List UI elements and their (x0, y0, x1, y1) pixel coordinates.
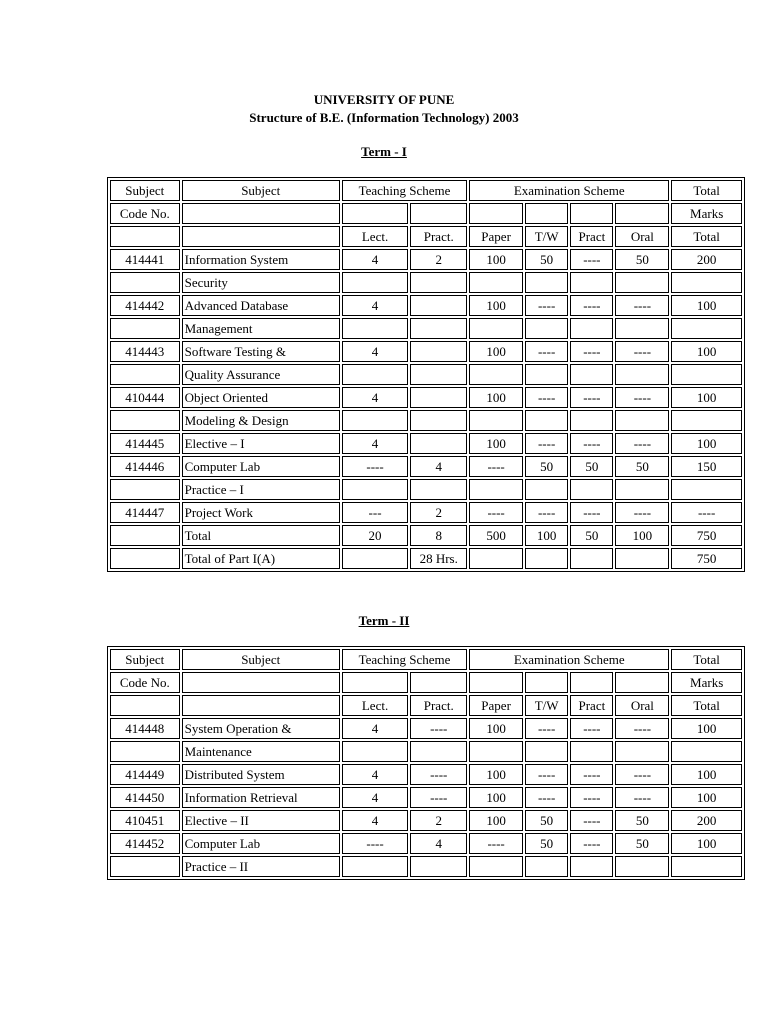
pract-cell (410, 364, 467, 385)
tw-cell: ---- (525, 433, 568, 454)
tw-cell (525, 410, 568, 431)
subject-cell: Software Testing & (182, 341, 340, 362)
header-cell (570, 672, 613, 693)
total-cell: 100 (671, 718, 742, 739)
oral-cell (615, 364, 669, 385)
exam-pract-cell: 50 (570, 456, 613, 477)
paper-cell (469, 479, 523, 500)
paper-cell (469, 548, 523, 569)
paper-cell: ---- (469, 833, 523, 854)
lect-cell (342, 741, 408, 762)
header-cell: Total (671, 695, 742, 716)
header-cell: Oral (615, 226, 669, 247)
pract-cell (410, 479, 467, 500)
code-cell (110, 741, 180, 762)
lect-cell: 4 (342, 341, 408, 362)
total-cell (671, 410, 742, 431)
total-cell: 100 (671, 833, 742, 854)
exam-pract-cell: ---- (570, 787, 613, 808)
paper-cell: 100 (469, 249, 523, 270)
lect-cell: 20 (342, 525, 408, 546)
header-cell: Lect. (342, 226, 408, 247)
tw-cell: 50 (525, 810, 568, 831)
paper-cell: 100 (469, 718, 523, 739)
pract-cell: 2 (410, 810, 467, 831)
pract-cell: 2 (410, 249, 467, 270)
code-cell: 414452 (110, 833, 180, 854)
pract-cell: ---- (410, 764, 467, 785)
header-cell: Oral (615, 695, 669, 716)
tw-cell: ---- (525, 787, 568, 808)
oral-cell: 50 (615, 810, 669, 831)
header-cell (182, 203, 340, 224)
total-cell (671, 856, 742, 877)
oral-cell: 50 (615, 456, 669, 477)
paper-cell (469, 364, 523, 385)
header-cell: Marks (671, 672, 742, 693)
table-row (110, 249, 742, 270)
table-row (110, 456, 742, 477)
header-cell: Examination Scheme (469, 649, 669, 670)
paper-cell: 100 (469, 433, 523, 454)
table-row (110, 364, 742, 385)
lect-cell: 4 (342, 249, 408, 270)
tw-cell: 50 (525, 456, 568, 477)
table-row (110, 856, 742, 877)
total-cell: 100 (671, 787, 742, 808)
tw-cell: ---- (525, 341, 568, 362)
code-cell (110, 318, 180, 339)
oral-cell (615, 410, 669, 431)
total-cell: 750 (671, 548, 742, 569)
tw-cell: ---- (525, 764, 568, 785)
header-row (110, 695, 742, 716)
header-cell: Teaching Scheme (342, 649, 467, 670)
pract-cell: 28 Hrs. (410, 548, 467, 569)
oral-cell: 100 (615, 525, 669, 546)
header-cell: Code No. (110, 203, 180, 224)
total-cell: ---- (671, 502, 742, 523)
paper-cell: 100 (469, 787, 523, 808)
oral-cell: ---- (615, 433, 669, 454)
subject-cell: Project Work (182, 502, 340, 523)
code-cell: 414443 (110, 341, 180, 362)
pract-cell (410, 341, 467, 362)
subject-cell: Elective – II (182, 810, 340, 831)
exam-pract-cell (570, 479, 613, 500)
paper-cell: 100 (469, 295, 523, 316)
tw-cell: 100 (525, 525, 568, 546)
table-row (110, 502, 742, 523)
oral-cell (615, 856, 669, 877)
total-cell: 100 (671, 341, 742, 362)
paper-cell (469, 410, 523, 431)
exam-pract-cell (570, 856, 613, 877)
exam-pract-cell (570, 548, 613, 569)
pract-cell: ---- (410, 718, 467, 739)
header-cell: Code No. (110, 672, 180, 693)
table-row (110, 433, 742, 454)
tw-cell: ---- (525, 387, 568, 408)
exam-pract-cell (570, 318, 613, 339)
table-row (110, 548, 742, 569)
paper-cell (469, 272, 523, 293)
table-row (110, 272, 742, 293)
table-row (110, 410, 742, 431)
header-cell (182, 695, 340, 716)
pract-cell: 8 (410, 525, 467, 546)
oral-cell: ---- (615, 341, 669, 362)
lect-cell: 4 (342, 764, 408, 785)
oral-cell: ---- (615, 787, 669, 808)
total-cell: 150 (671, 456, 742, 477)
lect-cell: 4 (342, 787, 408, 808)
exam-pract-cell: ---- (570, 433, 613, 454)
paper-cell: 100 (469, 810, 523, 831)
code-cell: 410451 (110, 810, 180, 831)
total-cell: 100 (671, 387, 742, 408)
code-cell: 410444 (110, 387, 180, 408)
table-row (110, 833, 742, 854)
total-cell (671, 272, 742, 293)
lect-cell (342, 318, 408, 339)
lect-cell (342, 856, 408, 877)
code-cell: 414448 (110, 718, 180, 739)
pract-cell: 4 (410, 833, 467, 854)
header-cell (469, 672, 523, 693)
oral-cell (615, 548, 669, 569)
header-cell: Subject (110, 649, 180, 670)
pract-cell (410, 410, 467, 431)
total-cell: 100 (671, 433, 742, 454)
header-cell (182, 226, 340, 247)
header-cell: Paper (469, 695, 523, 716)
oral-cell: ---- (615, 295, 669, 316)
oral-cell: ---- (615, 764, 669, 785)
header-row (110, 226, 742, 247)
code-cell: 414446 (110, 456, 180, 477)
exam-pract-cell: ---- (570, 502, 613, 523)
exam-pract-cell: ---- (570, 718, 613, 739)
header-cell (410, 203, 467, 224)
exam-pract-cell: 50 (570, 525, 613, 546)
pract-cell (410, 272, 467, 293)
header-cell (342, 672, 408, 693)
header-cell (469, 203, 523, 224)
oral-cell: ---- (615, 387, 669, 408)
header-row (110, 672, 742, 693)
header-cell: Pract. (410, 226, 467, 247)
table-row (110, 810, 742, 831)
term-2-table (107, 646, 745, 880)
tw-cell: ---- (525, 718, 568, 739)
pract-cell: 2 (410, 502, 467, 523)
subject-cell: Advanced Database (182, 295, 340, 316)
header-cell (342, 203, 408, 224)
subject-cell: Information System (182, 249, 340, 270)
header-cell: Total (671, 649, 742, 670)
paper-cell (469, 318, 523, 339)
header-cell: Total (671, 180, 742, 201)
tw-cell: 50 (525, 249, 568, 270)
exam-pract-cell (570, 410, 613, 431)
subject-cell: Computer Lab (182, 456, 340, 477)
code-cell: 414445 (110, 433, 180, 454)
subject-cell: Security (182, 272, 340, 293)
header-cell: Subject (182, 649, 340, 670)
subject-cell: Total of Part I(A) (182, 548, 340, 569)
code-cell: 414450 (110, 787, 180, 808)
lect-cell (342, 548, 408, 569)
total-cell (671, 364, 742, 385)
tw-cell: ---- (525, 295, 568, 316)
paper-cell: ---- (469, 502, 523, 523)
table-row (110, 295, 742, 316)
lect-cell: 4 (342, 387, 408, 408)
tw-cell: ---- (525, 502, 568, 523)
lect-cell (342, 410, 408, 431)
total-cell: 200 (671, 249, 742, 270)
table-row (110, 387, 742, 408)
header-cell (615, 203, 669, 224)
table-row (110, 479, 742, 500)
tw-cell (525, 318, 568, 339)
header-cell (525, 203, 568, 224)
table-row (110, 341, 742, 362)
pract-cell (410, 433, 467, 454)
oral-cell: 50 (615, 833, 669, 854)
paper-cell (469, 856, 523, 877)
header-cell (525, 672, 568, 693)
lect-cell: 4 (342, 295, 408, 316)
header-cell: Paper (469, 226, 523, 247)
code-cell: 414449 (110, 764, 180, 785)
total-cell (671, 479, 742, 500)
pract-cell: ---- (410, 787, 467, 808)
exam-pract-cell: ---- (570, 295, 613, 316)
subject-cell: Object Oriented (182, 387, 340, 408)
subject-cell: System Operation & (182, 718, 340, 739)
header-cell (182, 672, 340, 693)
term-2-heading: Term - II (358, 613, 410, 628)
subject-cell: Elective – I (182, 433, 340, 454)
paper-cell: 500 (469, 525, 523, 546)
pract-cell (410, 387, 467, 408)
structure-subtitle: Structure of B.E. (Information Technology) 2003 (249, 110, 519, 125)
pract-cell (410, 295, 467, 316)
paper-cell: ---- (469, 456, 523, 477)
exam-pract-cell: ---- (570, 764, 613, 785)
code-cell (110, 272, 180, 293)
pract-cell: 4 (410, 456, 467, 477)
exam-pract-cell (570, 272, 613, 293)
table-row (110, 525, 742, 546)
total-cell: 200 (671, 810, 742, 831)
term-1-heading: Term - I (361, 144, 407, 159)
header-cell: Lect. (342, 695, 408, 716)
exam-pract-cell: ---- (570, 249, 613, 270)
exam-pract-cell: ---- (570, 387, 613, 408)
table-row (110, 787, 742, 808)
paper-cell: 100 (469, 387, 523, 408)
oral-cell (615, 272, 669, 293)
subject-cell: Information Retrieval (182, 787, 340, 808)
header-cell: T/W (525, 226, 568, 247)
table-row (110, 741, 742, 762)
code-cell (110, 856, 180, 877)
header-cell (570, 203, 613, 224)
code-cell: 414442 (110, 295, 180, 316)
code-cell (110, 525, 180, 546)
subject-cell: Computer Lab (182, 833, 340, 854)
exam-pract-cell (570, 741, 613, 762)
paper-cell (469, 741, 523, 762)
table-row (110, 764, 742, 785)
pract-cell (410, 856, 467, 877)
tw-cell (525, 364, 568, 385)
header-row (110, 180, 742, 201)
tw-cell (525, 741, 568, 762)
tw-cell (525, 548, 568, 569)
lect-cell: 4 (342, 433, 408, 454)
subject-cell: Maintenance (182, 741, 340, 762)
header-row (110, 203, 742, 224)
oral-cell: ---- (615, 718, 669, 739)
university-title: UNIVERSITY OF PUNE (313, 92, 455, 107)
total-cell (671, 318, 742, 339)
lect-cell: ---- (342, 456, 408, 477)
code-cell: 414441 (110, 249, 180, 270)
header-cell: Teaching Scheme (342, 180, 467, 201)
tw-cell: 50 (525, 833, 568, 854)
header-cell (615, 672, 669, 693)
paper-cell: 100 (469, 341, 523, 362)
tw-cell (525, 856, 568, 877)
pract-cell (410, 741, 467, 762)
subject-cell: Practice – II (182, 856, 340, 877)
lect-cell: --- (342, 502, 408, 523)
header-cell (110, 226, 180, 247)
subject-cell: Practice – I (182, 479, 340, 500)
code-cell (110, 410, 180, 431)
header-row (110, 649, 742, 670)
lect-cell: ---- (342, 833, 408, 854)
tw-cell (525, 272, 568, 293)
code-cell (110, 548, 180, 569)
lect-cell (342, 364, 408, 385)
header-cell: Examination Scheme (469, 180, 669, 201)
header-cell: Pract (570, 695, 613, 716)
header-cell: T/W (525, 695, 568, 716)
header-cell: Subject (182, 180, 340, 201)
pract-cell (410, 318, 467, 339)
header-cell (410, 672, 467, 693)
oral-cell (615, 479, 669, 500)
oral-cell: ---- (615, 502, 669, 523)
subject-cell: Quality Assurance (182, 364, 340, 385)
total-cell (671, 741, 742, 762)
exam-pract-cell: ---- (570, 341, 613, 362)
exam-pract-cell: ---- (570, 833, 613, 854)
term-1-table (107, 177, 745, 572)
subject-cell: Distributed System (182, 764, 340, 785)
total-cell: 100 (671, 764, 742, 785)
code-cell: 414447 (110, 502, 180, 523)
header-cell: Pract. (410, 695, 467, 716)
oral-cell (615, 318, 669, 339)
header-cell: Marks (671, 203, 742, 224)
subject-cell: Management (182, 318, 340, 339)
code-cell (110, 364, 180, 385)
header-cell: Total (671, 226, 742, 247)
exam-pract-cell (570, 364, 613, 385)
lect-cell (342, 479, 408, 500)
total-cell: 100 (671, 295, 742, 316)
header-cell: Pract (570, 226, 613, 247)
exam-pract-cell: ---- (570, 810, 613, 831)
header-cell (110, 695, 180, 716)
total-cell: 750 (671, 525, 742, 546)
tw-cell (525, 479, 568, 500)
paper-cell: 100 (469, 764, 523, 785)
lect-cell: 4 (342, 718, 408, 739)
header-cell: Subject (110, 180, 180, 201)
table-row (110, 718, 742, 739)
subject-cell: Total (182, 525, 340, 546)
table-row (110, 318, 742, 339)
code-cell (110, 479, 180, 500)
oral-cell: 50 (615, 249, 669, 270)
lect-cell: 4 (342, 810, 408, 831)
subject-cell: Modeling & Design (182, 410, 340, 431)
oral-cell (615, 741, 669, 762)
lect-cell (342, 272, 408, 293)
